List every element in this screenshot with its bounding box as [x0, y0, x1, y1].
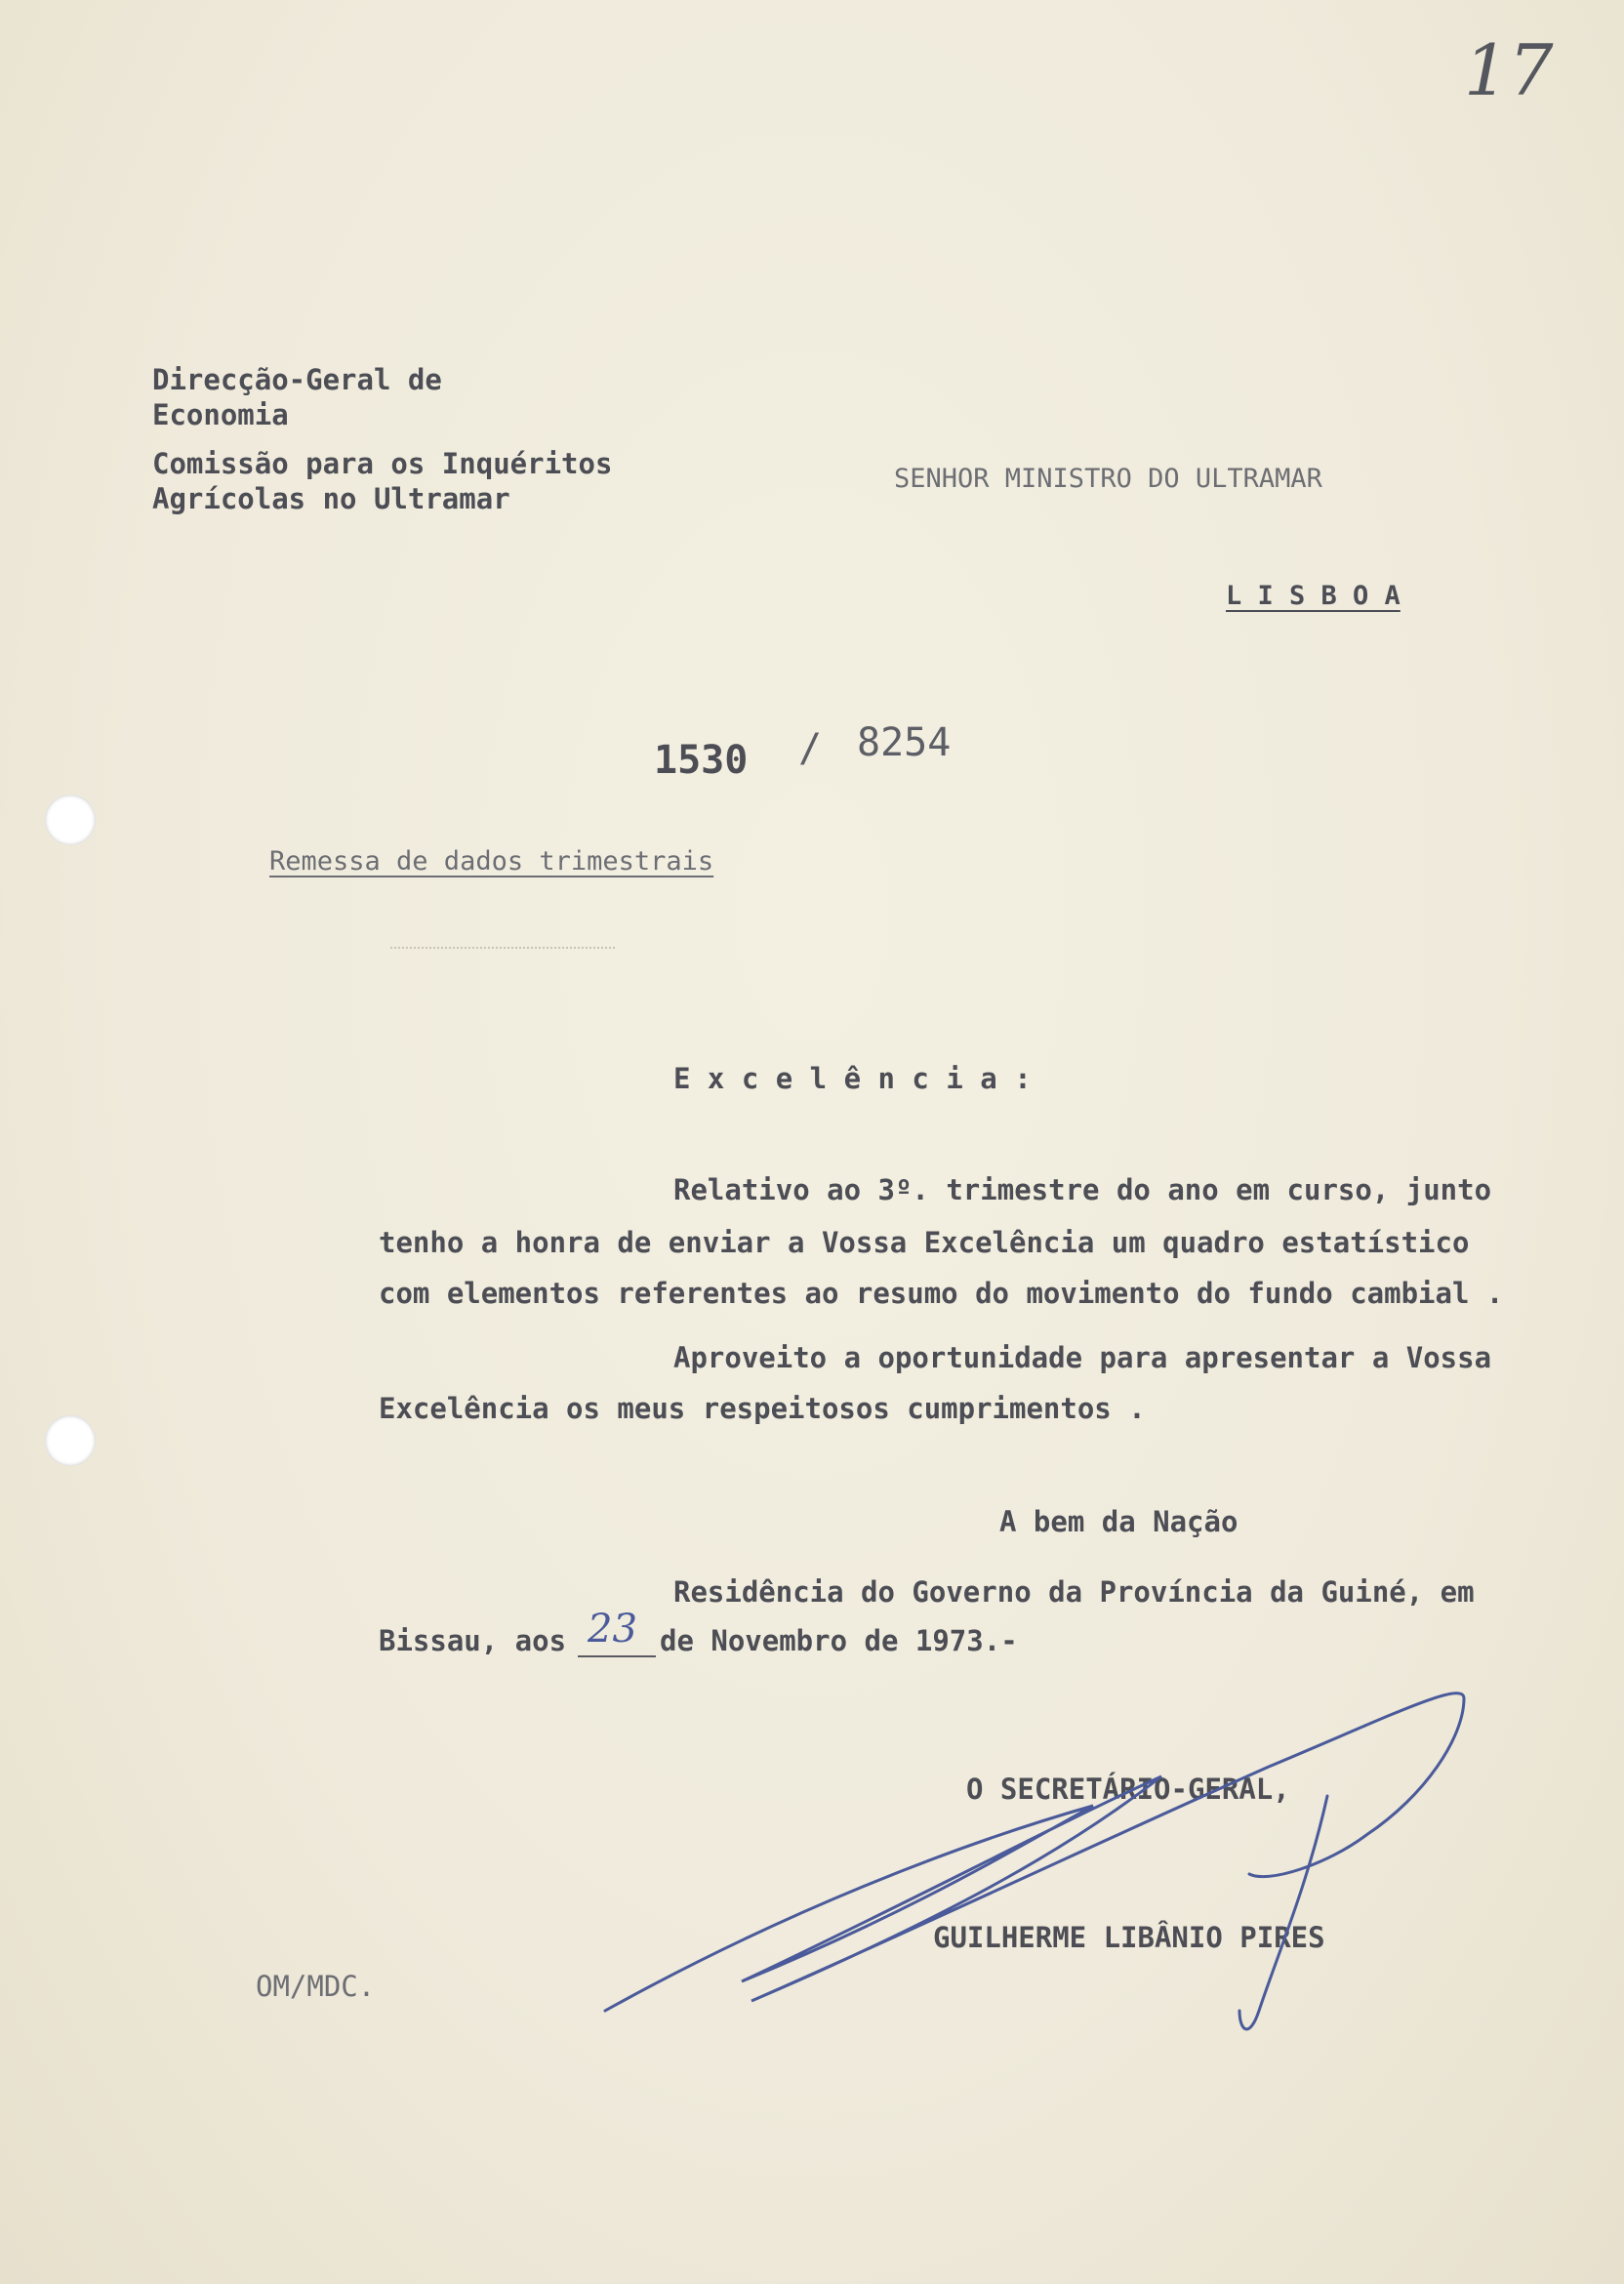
faint-dotted-mark	[390, 947, 615, 949]
body-p1-line-1: Relativo ao 3º. trimestre do ano em curso, junto	[673, 1173, 1492, 1206]
punch-hole-top	[45, 795, 96, 845]
signatory-role: O SECRETÁRIO-GERAL,	[966, 1773, 1290, 1806]
signature-stroke-main	[605, 1693, 1464, 2011]
body-p1-line-2: tenho a honra de enviar a Vossa Excelência um quadro estatístico	[379, 1226, 1470, 1259]
recipient-title: SENHOR MINISTRO DO ULTRAMAR	[894, 464, 1322, 494]
closing-place-line-2-suffix: de Novembro de 1973.-	[660, 1624, 1018, 1657]
subject-line: Remessa de dados trimestrais	[269, 846, 714, 877]
handwritten-day: 23	[588, 1607, 637, 1652]
sender-line-3: Comissão para os Inquéritos	[152, 447, 613, 480]
recipient-city: L I S B O A	[1226, 581, 1401, 611]
handwritten-signature	[586, 1659, 1522, 2050]
typist-initials: OM/MDC.	[256, 1970, 376, 2003]
reference-number-stamped: 8254	[857, 720, 952, 765]
body-p2-line-2: Excelência os meus respeitosos cumprimentos .	[379, 1392, 1146, 1425]
body-p1-line-3: com elementos referentes ao resumo do movimento do fundo cambial .	[379, 1277, 1504, 1310]
closing-place-line-2-prefix: Bissau, aos	[379, 1624, 567, 1657]
body-p2-line-1: Aproveito a oportunidade para apresentar a Vossa	[673, 1341, 1492, 1374]
sender-line-1: Direcção-Geral de	[152, 363, 442, 396]
sender-line-2: Economia	[152, 398, 289, 431]
date-blank-line	[578, 1655, 656, 1657]
closing-motto: A bem da Nação	[999, 1505, 1238, 1538]
closing-place-line-1: Residência do Governo da Província da Guiné, em	[673, 1575, 1475, 1609]
salutation: E x c e l ê n c i a :	[673, 1062, 1032, 1095]
page-number-annotation: 17	[1464, 29, 1554, 111]
reference-number-typed: 1530	[654, 738, 749, 783]
signature-stroke-descender	[1239, 1796, 1327, 2029]
punch-hole-bottom	[45, 1415, 96, 1466]
signatory-name: GUILHERME LIBÂNIO PIRES	[933, 1921, 1325, 1954]
reference-separator: /	[798, 726, 823, 771]
sender-line-4: Agrícolas no Ultramar	[152, 482, 510, 515]
